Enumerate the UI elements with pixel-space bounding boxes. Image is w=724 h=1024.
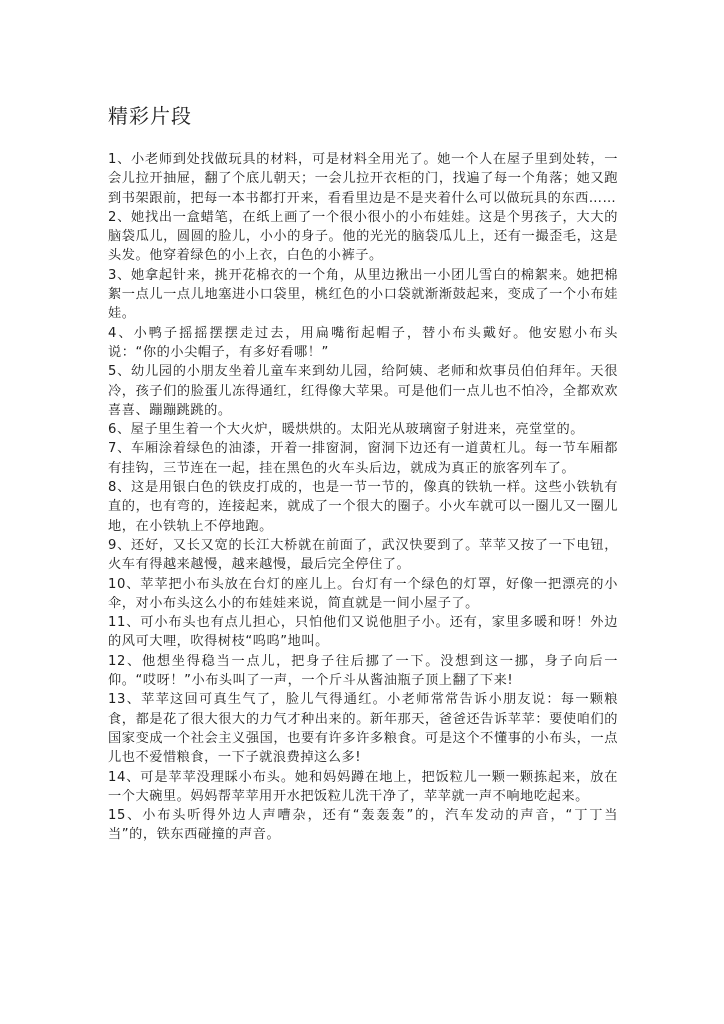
paragraph-10: 10、苹苹把小布头放在台灯的座儿上。台灯有一个绿色的灯罩，好像一把漂亮的小伞，对小布头这么小的布娃娃来说，简直就是一间小屋子了。 <box>108 576 618 611</box>
paragraph-9: 9、还好，又长又宽的长江大桥就在前面了，武汉快要到了。苹苹又按了一下电钮，火车有得越来越慢，越来越慢，最后完全停住了。 <box>108 537 618 573</box>
paragraph-6: 6、屋子里生着一个大火炉，暖烘烘的。太阳光从玻璃窗子射进来，亮堂堂的。 <box>108 422 585 438</box>
page-title: 精彩片段 <box>108 104 192 128</box>
paragraph-13: 13、苹苹这回可真生气了，脸儿气得通红。小老师常常告诉小朋友说：每一颗粮食，都是花了很大很大的力气才种出来的。新年那天，爸爸还告诉苹苹：要使咱们的国家变成一个社会主义强国，也要有许多许多粮食。可是这个不懂事的小布头，一点儿也不爱惜粮食，一下子就浪费掉这么多! <box>108 692 618 766</box>
paragraph-12: 12、他想坐得稳当一点儿，把身子往后挪了一下。没想到这一挪，身子向后一仰。“哎呀！”小布头叫了一声，一个斤斗从酱油瓶子顶上翻了下来! <box>108 653 618 689</box>
paragraph-7: 7、车厢涂着绿色的油漆，开着一排窗洞，窗洞下边还有一道黄杠儿。每一节车厢都有挂钩，三节连在一起，挂在黑色的火车头后边，就成为真正的旅客列车了。 <box>108 441 618 476</box>
paragraph-4: 4、小鸭子摇摇摆摆走过去，用扁嘴衔起帽子，替小布头戴好。他安慰小布头说：“你的小尖帽子，有多好看哪！” <box>108 325 618 360</box>
paragraph-3: 3、她拿起针来，挑开花棉衣的一个角，从里边揪出一小团儿雪白的棉絮来。她把棉絮一点儿一点儿地塞进小口袋里，桃红色的小口袋就渐渐鼓起来，变成了一个小布娃娃。 <box>108 267 618 322</box>
excerpt-list <box>108 150 618 845</box>
document-page <box>108 102 618 845</box>
paragraph-1: 1、小老师到处找做玩具的材料，可是材料全用光了。她一个人在屋子里到处转，一会儿拉开抽屉，翻了个底儿朝天；一会儿拉开衣柜的门，找遍了每一个角落；她又跑到书架跟前，把每一本书都打开来，看看里边是不是夹着什么可以做玩具的东西…… <box>108 152 618 206</box>
paragraph-5: 5、幼儿园的小朋友坐着儿童车来到幼儿园，给阿姨、老师和炊事员伯伯拜年。天很冷，孩子们的脸蛋儿冻得通红，红得像大苹果。可是他们一点儿也不怕冷，全都欢欢喜喜、蹦蹦跳跳的。 <box>108 364 618 418</box>
paragraph-2: 2、她找出一盒蜡笔，在纸上画了一个很小很小的小布娃娃。这是个男孩子，大大的脑袋瓜儿，圆圆的脸儿，小小的身子。他的光光的脑袋瓜儿上，还有一撮歪毛，这是头发。他穿着绿色的小上衣，白色的小裤子。 <box>108 209 618 264</box>
paragraph-15: 15、小布头听得外边人声嘈杂，还有“轰轰轰”的，汽车发动的声音，“丁丁当当”的，铁东西碰撞的声音。 <box>108 808 618 843</box>
paragraph-8: 8、这是用银白色的铁皮打成的，也是一节一节的，像真的铁轨一样。这些小铁轨有直的，也有弯的，连接起来，就成了一个很大的圈子。小火车就可以一圈儿又一圈儿地，在小铁轨上不停地跑。 <box>108 480 618 534</box>
paragraph-14: 14、可是苹苹没理睬小布头。她和妈妈蹲在地上，把饭粒儿一颗一颗拣起来，放在一个大碗里。妈妈帮苹苹用开水把饭粒儿洗干净了，苹苹就一声不响地吃起来。 <box>108 769 618 804</box>
paragraph-11: 11、可小布头也有点儿担心，只怕他们又说他胆子小。还有，家里多暖和呀！外边的风可大哩，吹得树枝“呜呜”地叫。 <box>108 615 618 650</box>
